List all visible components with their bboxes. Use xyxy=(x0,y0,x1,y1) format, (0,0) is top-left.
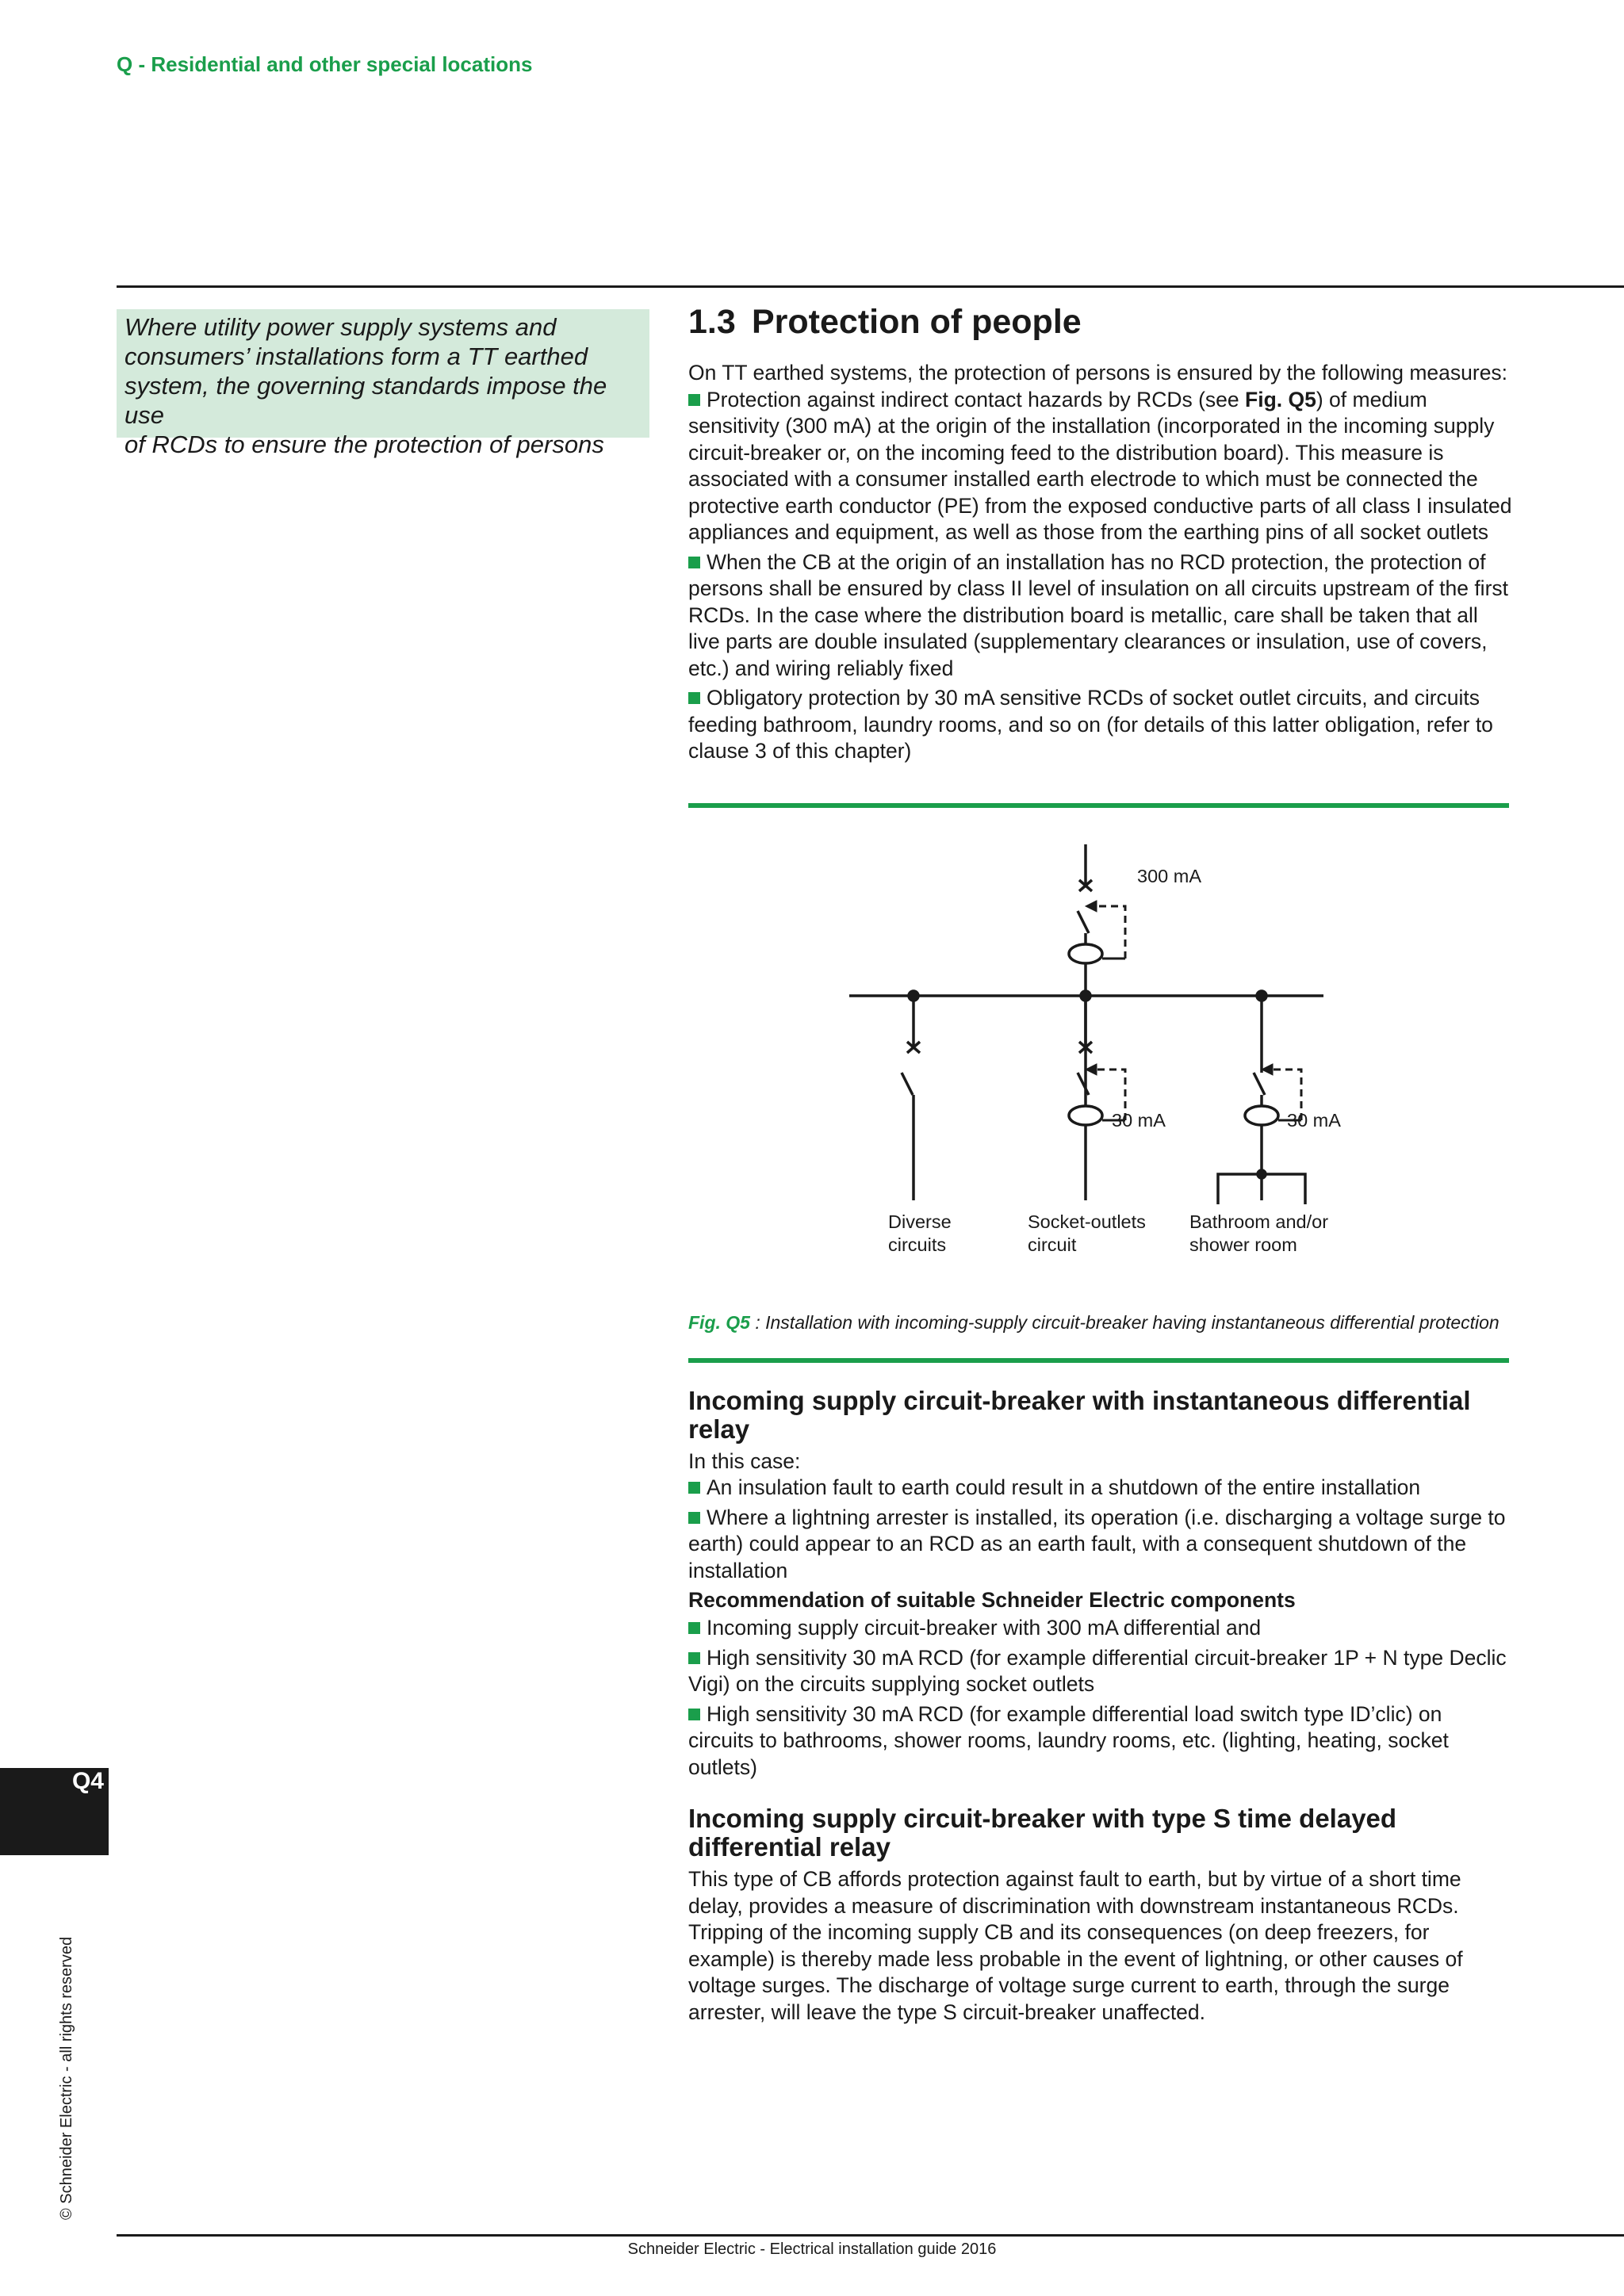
copyright-notice: © Schneider Electric - all rights reserved xyxy=(58,1936,75,2220)
switch-blade xyxy=(902,1073,913,1095)
green-square-bullet-icon xyxy=(688,1709,700,1720)
rcd-rating-label-main: 300 mA xyxy=(1137,865,1201,886)
page-number: Q4 xyxy=(71,1768,104,1794)
rcd-rating-label-socket: 30 mA xyxy=(1112,1109,1166,1131)
green-square-bullet-icon xyxy=(688,394,700,406)
green-square-bullet-icon xyxy=(688,1482,700,1494)
bullet-item: Incoming supply circuit-breaker with 300 mA differential and xyxy=(688,1615,1513,1642)
arrow-icon xyxy=(1262,1064,1273,1075)
figure-caption: Fig. Q5 : Installation with incoming-supply circuit-breaker having instantaneous differential protection xyxy=(688,1311,1500,1333)
section-title: Protection of people xyxy=(752,303,1082,341)
switch-blade xyxy=(1078,911,1089,933)
figure-bottom-rule xyxy=(688,1358,1509,1363)
section-number: 1.3 xyxy=(688,303,736,341)
circuit-label-diverse: Diverse circuits xyxy=(888,1211,952,1255)
rcd-toroid-icon xyxy=(1245,1106,1278,1125)
figure-diagram xyxy=(688,808,1513,1307)
subsection-intro: In this case: xyxy=(688,1448,801,1473)
green-square-bullet-icon xyxy=(688,1622,700,1634)
section-intro: On TT earthed systems, the protection of persons is ensured by the following measures: xyxy=(688,361,1508,385)
bottom-divider xyxy=(117,2234,1624,2237)
green-square-bullet-icon xyxy=(688,1512,700,1524)
green-square-bullet-icon xyxy=(688,1652,700,1664)
sidebar-line: system, the governing standards impose the use xyxy=(124,372,607,429)
sidebar-line: consumers’ installations form a TT earthed xyxy=(124,342,588,370)
sidebar-summary-box xyxy=(117,309,649,458)
bullet-item: High sensitivity 30 mA RCD (for example differential load switch type ID’clic) on circuits to bathrooms, shower rooms, laundry rooms, etc. (lighting, heating, socket outlets) xyxy=(688,1701,1449,1779)
main-content xyxy=(688,301,1513,2029)
bullet-item: Where a lightning arrester is installed, its operation (i.e. discharging a voltage surge to earth) could appear to an RCD as an earth fault, with a consequent shutdown of the installation xyxy=(688,1505,1506,1582)
green-square-bullet-icon xyxy=(688,557,700,568)
arrow-icon xyxy=(1086,1064,1097,1075)
sidebar-line: of RCDs to ensure the protection of persons xyxy=(124,430,604,458)
circuit-label-bathroom: Bathroom and/or shower room xyxy=(1189,1211,1329,1255)
rcd-rating-label-bath: 30 mA xyxy=(1287,1109,1341,1131)
subsection-body: This type of CB affords protection against fault to earth, but by virtue of a short time delay, provides a measure of discrimination with downstream instantaneous RCDs. Tripping of the incoming supply CB and its consequences (on deep freezers, for example) is thereby made less probable in the event of lightning, or other causes of voltage surges. The discharge of voltage surge current to earth, through the surge arrester, will leave the type S circuit-breaker unaffected. xyxy=(688,1867,1463,2024)
rcd-toroid-icon xyxy=(1069,944,1102,963)
section-header: Q - Residential and other special locations xyxy=(117,52,533,76)
subsection-heading: Incoming supply circuit-breaker with instantaneous differential relay xyxy=(688,1385,1471,1444)
section-heading xyxy=(688,301,1513,342)
top-divider xyxy=(117,285,1624,288)
footer: Schneider Electric - Electrical installation guide 2016 xyxy=(627,2241,997,2258)
sidebar-line: Where utility power supply systems and xyxy=(124,313,557,341)
rcd-toroid-icon xyxy=(1069,1106,1102,1125)
switch-blade xyxy=(1254,1073,1265,1095)
page-number-tab xyxy=(0,1768,109,1855)
bullet-item: High sensitivity 30 mA RCD (for example differential circuit-breaker 1P + N type Declic Vigi) on the circuits supplying socket outlets xyxy=(688,1645,1507,1696)
figure-reference: Fig. Q5 xyxy=(1245,387,1316,411)
circuit-label-socket: Socket-outlets circuit xyxy=(1028,1211,1146,1255)
bullet-item: When the CB at the origin of an installation has no RCD protection, the protection of persons shall be ensured by class II level of insulation on all circuits upstream of the first RCDs. In the case where the distribution board is metallic, care shall be taken that all live parts are double insulated (supplementary clearances or insulation, use of covers, etc.) and wiring reliably fixed xyxy=(688,549,1509,680)
bullet-item: An insulation fault to earth could result in a shutdown of the entire installation xyxy=(688,1475,1513,1502)
switch-blade xyxy=(1078,1073,1089,1095)
arrow-icon xyxy=(1086,901,1097,912)
green-square-bullet-icon xyxy=(688,692,700,704)
bullet-item: Obligatory protection by 30 mA sensitive RCDs of socket outlet circuits, and circuits feeding bathroom, laundry rooms, and so on (for details of this latter obligation, refer to clause 3 of this chapter) xyxy=(688,686,1493,763)
recommendation-heading: Recommendation of suitable Schneider Electric components xyxy=(688,1588,1296,1612)
bullet-item: Protection against indirect contact hazards by RCDs (see Fig. Q5) of medium sensitivity (300 mA) at the origin of the installation (incorporated in the incoming supply circuit-breaker or, on the incoming feed to the distribution board). This measure is associated with a consumer installed earth electrode to which must be connected the protective earth conductor (PE) from the exposed conductive parts of all class I insulated appliances and equipment, as well as those from the earthing pins of all socket outlets xyxy=(688,387,1512,544)
subsection-heading: Incoming supply circuit-breaker with type S time delayed differential relay xyxy=(688,1804,1397,1862)
